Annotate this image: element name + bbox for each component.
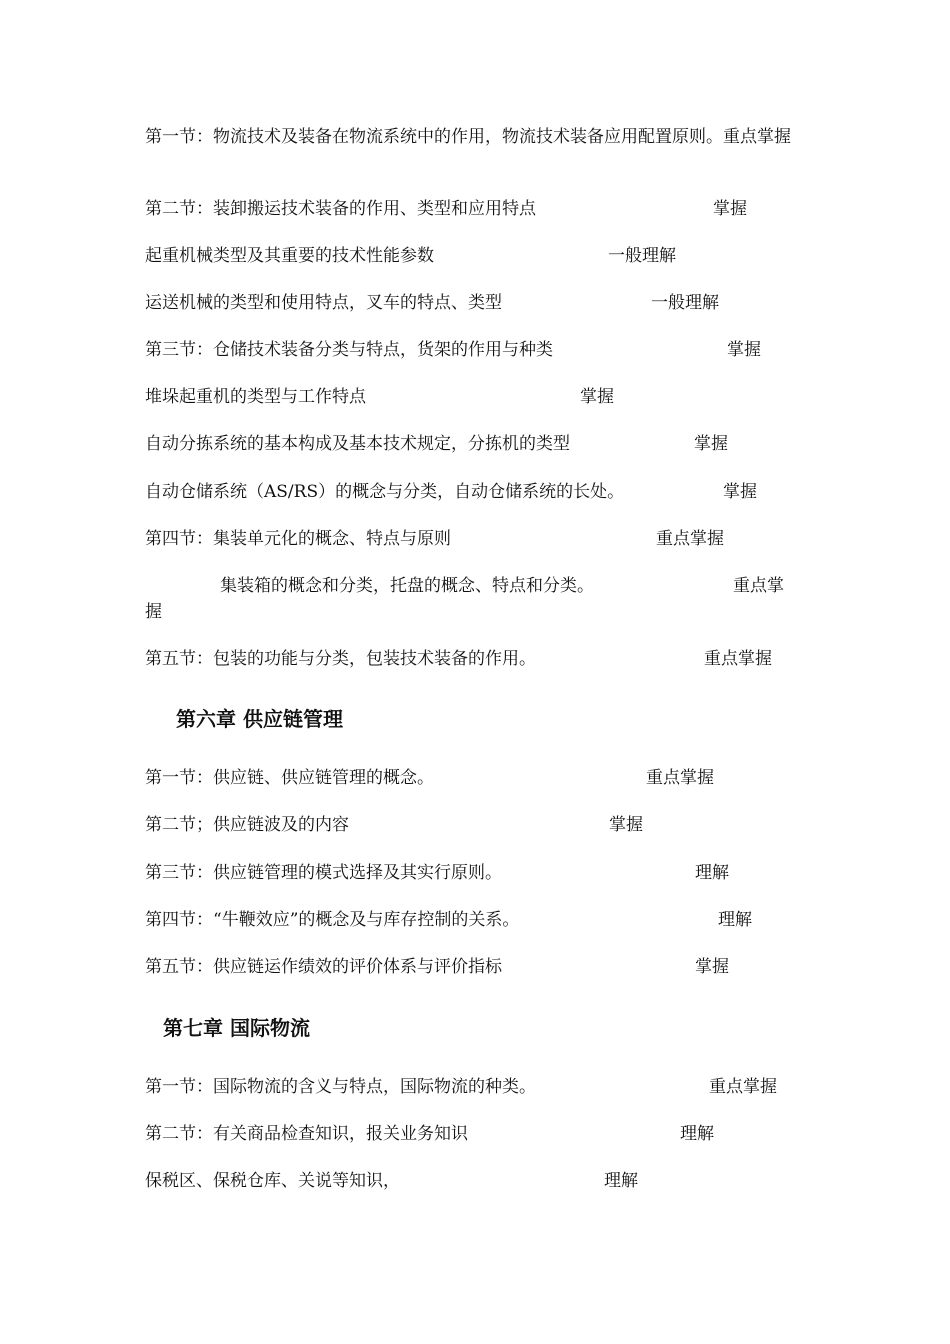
ch6-section-2-level: 掌握 (609, 815, 643, 835)
ch5-item-6-level-a: 重点掌 (733, 576, 784, 596)
ch7-item-1: 保税区、保税仓库、关说等知识， (145, 1171, 400, 1191)
ch5-item-2-level: 一般理解 (651, 293, 719, 313)
ch5-section-4: 第四节：集装单元化的概念、特点与原则 (145, 529, 451, 549)
chapter-7-title: 第七章 国际物流 (163, 1016, 310, 1040)
ch5-section-3-level: 掌握 (727, 340, 761, 360)
chapter-6-title: 第六章 供应链管理 (176, 707, 343, 731)
ch5-item-1-level: 一般理解 (608, 246, 676, 266)
ch5-item-4: 自动分拣系统的基本构成及基本技术规定，分拣机的类型 (145, 434, 570, 454)
ch5-item-3: 堆垛起重机的类型与工作特点 (145, 387, 366, 407)
ch6-section-1-level: 重点掌握 (646, 768, 714, 788)
ch6-section-5-level: 掌握 (695, 957, 729, 977)
ch6-section-3: 第三节：供应链管理的模式选择及其实行原则。 (145, 863, 502, 883)
ch5-section-1: 第一节：物流技术及装备在物流系统中的作用，物流技术装备应用配置原则。重点掌握 (145, 127, 791, 147)
ch5-section-4-level: 重点掌握 (656, 529, 724, 549)
ch5-item-3-level: 掌握 (580, 387, 614, 407)
ch6-section-5: 第五节：供应链运作绩效的评价体系与评价指标 (145, 957, 502, 977)
ch5-item-2: 运送机械的类型和使用特点，叉车的特点、类型 (145, 293, 502, 313)
ch5-section-3: 第三节：仓储技术装备分类与特点，货架的作用与种类 (145, 340, 553, 360)
ch5-item-1: 起重机械类型及其重要的技术性能参数 (145, 246, 434, 266)
ch7-section-2-level: 理解 (680, 1124, 714, 1144)
ch5-item-4-level: 掌握 (694, 434, 728, 454)
ch7-item-1-level: 理解 (604, 1171, 638, 1191)
ch5-section-5: 第五节：包装的功能与分类，包装技术装备的作用。 (145, 649, 536, 669)
ch6-section-2: 第二节；供应链波及的内容 (145, 815, 349, 835)
ch6-section-4: 第四节：“牛鞭效应”的概念及与库存控制的关系。 (145, 910, 520, 930)
ch5-section-5-level: 重点掌握 (704, 649, 772, 669)
ch7-section-1: 第一节：国际物流的含义与特点，国际物流的种类。 (145, 1077, 536, 1097)
ch5-section-2-level: 掌握 (713, 199, 747, 219)
ch5-section-2: 第二节：装卸搬运技术装备的作用、类型和应用特点 (145, 199, 536, 219)
ch7-section-1-level: 重点掌握 (709, 1077, 777, 1097)
ch6-section-1: 第一节：供应链、供应链管理的概念。 (145, 768, 434, 788)
ch5-item-6: 集装箱的概念和分类，托盘的概念、特点和分类。 (220, 576, 594, 596)
ch5-item-5: 自动仓储系统（AS/RS）的概念与分类，自动仓储系统的长处。 (145, 482, 625, 502)
ch5-item-6-level-b: 握 (145, 602, 162, 622)
ch6-section-4-level: 理解 (718, 910, 752, 930)
ch6-section-3-level: 理解 (695, 863, 729, 883)
ch5-item-5-level: 掌握 (723, 482, 757, 502)
ch7-section-2: 第二节：有关商品检查知识，报关业务知识 (145, 1124, 468, 1144)
